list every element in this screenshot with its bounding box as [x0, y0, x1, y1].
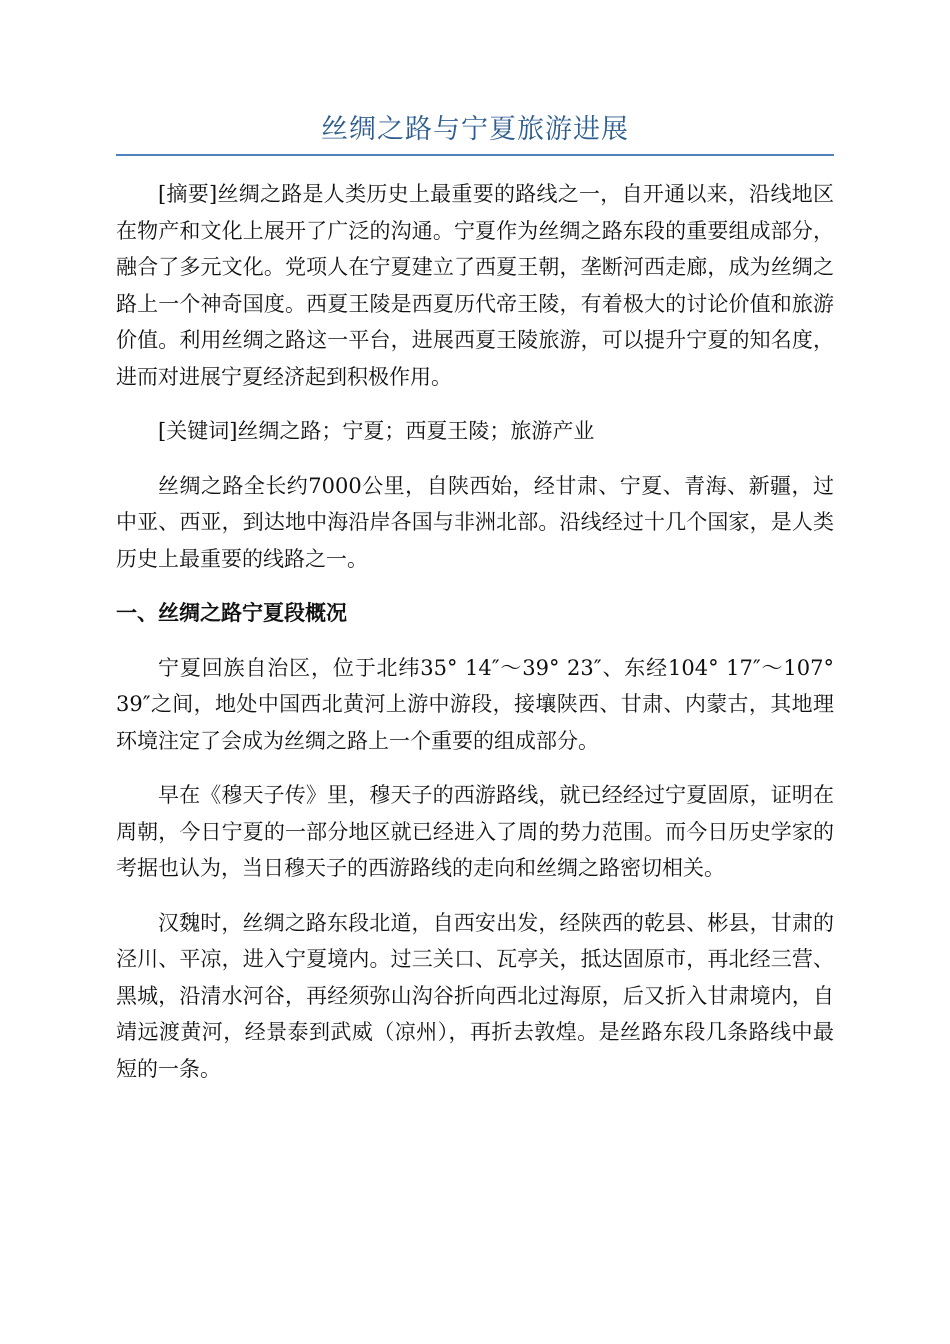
document-body: [116, 176, 834, 1105]
body-paragraph: 汉魏时，丝绸之路东段北道，自西安出发，经陕西的乾县、彬县，甘肃的泾川、平凉，进入宁夏境内。过三关口、瓦亭关，抵达固原市，再北经三营、黑城，沿清水河谷，再经须弥山沟谷折向西北过海原，后又折入甘肃境内，自靖远渡黄河，经景泰到武威（凉州），再折去敦煌。是丝路东段几条路线中最短的一条。: [116, 910, 834, 1081]
body-paragraph: 宁夏回族自治区，位于北纬35° 14″～39° 23″、东经104° 17″～107° 39″之间，地处中国西北黄河上游中游段，接壤陕西、甘肃、内蒙古，其地理环境注定了会成为丝绸之路上一个重要的组成部分。: [116, 655, 834, 753]
keywords-paragraph: [关键词]丝绸之路；宁夏；西夏王陵；旅游产业: [158, 419, 595, 443]
body-paragraph: 早在《穆天子传》里，穆天子的西游路线，就已经经过宁夏固原，证明在周朝，今日宁夏的一部分地区就已经进入了周的势力范围。而今日历史学家的考据也认为，当日穆天子的西游路线的走向和丝绸之路密切相关。: [116, 783, 834, 880]
abstract-paragraph: [摘要]丝绸之路是人类历史上最重要的路线之一，自开通以来，沿线地区在物产和文化上展开了广泛的沟通。宁夏作为丝绸之路东段的重要组成部分，融合了多元文化。党项人在宁夏建立了西夏王朝，垄断河西走廊，成为丝绸之路上一个神奇国度。西夏王陵是西夏历代帝王陵，有着极大的讨论价值和旅游价值。利用丝绸之路这一平台，进展西夏王陵旅游，可以提升宁夏的知名度，进而对进展宁夏经济起到积极作用。: [116, 182, 834, 389]
intro-paragraph: 丝绸之路全长约7000公里，自陕西始，经甘肃、宁夏、青海、新疆，过中亚、西亚，到达地中海沿岸各国与非洲北部。沿线经过十几个国家，是人类历史上最重要的线路之一。: [116, 473, 834, 571]
document-title: 丝绸之路与宁夏旅游进展: [321, 114, 629, 145]
section-heading: 一、丝绸之路宁夏段概况: [116, 601, 347, 625]
title-underline: [116, 154, 834, 156]
